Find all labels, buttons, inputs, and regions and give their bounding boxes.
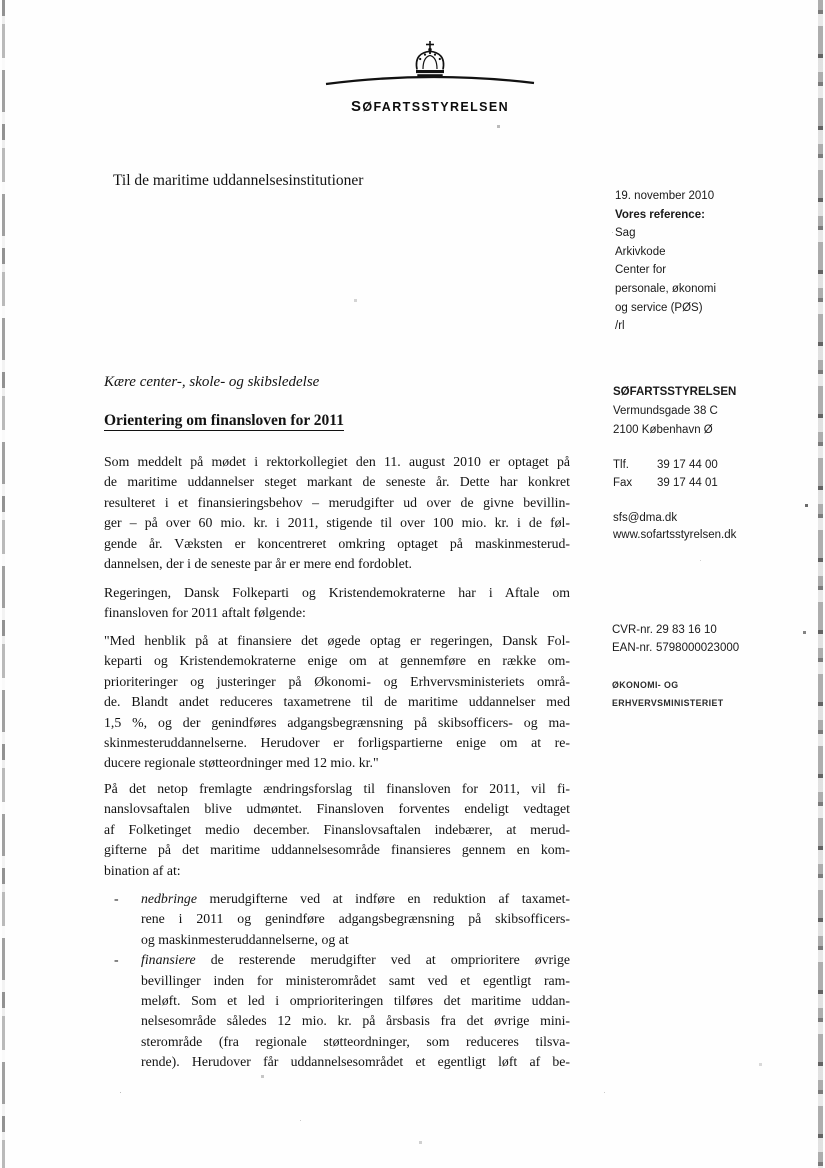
paragraph-agreement-quote: "Med henblik på at finansiere det øgede optag er regeringen, Dansk Fol- keparti og Kristendemokraterne enige om at gennemføre en række om- prioriteringer og justeringer på Økonomi- og Erhvervsministeriets områ- de. Blandt andet reduceres taxametrene til de maritime uddannelser med 1,5 %, og der genindføres adgangsbegrænsning på skibsofficers- og ma- skinmesteruddannelserne. Herudover er forligspartierne enige om at re- ducere regionale støtteordninger med 12 mio. kr." xyxy=(104,633,570,771)
crown-icon xyxy=(318,40,542,90)
subject-heading: Orientering om finansloven for 2011 xyxy=(104,412,344,429)
contact-website: www.sofartsstyrelsen.dk xyxy=(613,529,737,542)
reference-block xyxy=(615,187,805,336)
reference-lines: Sag Arkivkode Center for personale, økonomi og service (PØS) /rl xyxy=(615,227,716,333)
contact-address-block xyxy=(613,383,813,440)
bullet-item-nedbringe xyxy=(104,889,570,950)
ministry-line-1: ØKONOMI- OG xyxy=(612,680,679,690)
bullet-list xyxy=(104,889,570,1073)
bullet-text: finansiere de resterende merudgifter ved at omprioritere øvrige bevillinger inden for ministerområdet samt ved et egentligt ram- meløft. Som et led i omprioriteringen tilføres det maritime uddan- nelsesområde således 12 mio. kr. på årsbasis fra det øvrige mini- sterområde (fra regionale støtteordninger, som reduceres tilsva- rende). Herudover får uddannelsesområdet et egentligt løft af be- xyxy=(141,952,570,1070)
letterhead-logo xyxy=(318,40,542,115)
logo-org-name: SØFARTSSTYRELSEN xyxy=(350,98,510,115)
cvr-label: CVR-nr. xyxy=(612,624,653,636)
contact-email: sfs@dma.dk xyxy=(613,512,678,524)
letter-date: 19. november 2010 xyxy=(615,190,715,202)
bullet-marker: - xyxy=(114,891,119,906)
salutation: Kære center-, skole- og skibsledelse xyxy=(104,374,320,390)
contact-online-block xyxy=(613,510,813,544)
phone-label: Tlf. xyxy=(613,459,629,471)
bullet-item-finansiere xyxy=(104,950,570,1072)
contact-org-name: SØFARTSSTYRELSEN xyxy=(613,386,737,398)
paragraph-intake-growth: Som meddelt på mødet i rektorkollegiet den 11. august 2010 er optaget på de maritime uddannelser steget markant de seneste år. Dette har konkret resulteret i et finansieringsbehov – merudgifter ud over de givne bevillin- ger – på over 60 mio. kr. i 2011, stigende til over 100 mio. kr. i de føl- gende år. Væksten er koncentreret omkring optaget på maskinmesterud- dannelsen, der i de seneste par år er mere end fordoblet. xyxy=(104,454,570,572)
ministry-line-2: ERHVERVSMINISTERIET xyxy=(612,698,724,708)
scan-edge-artifact-left xyxy=(2,0,5,1168)
contact-street: Vermundsgade 38 C xyxy=(613,405,718,417)
scan-edge-artifact-right xyxy=(818,0,823,1168)
bullet-text: nedbringe merudgifterne ved at indføre en reduktion af taxamet- rene i 2011 og genindføre adgangsbegrænsning på skibsofficers- og maskinmesteruddannelserne, og at xyxy=(141,891,570,947)
cvr-number: 29 83 16 10 xyxy=(656,624,717,636)
cvr-row xyxy=(612,621,817,639)
contact-phone-block xyxy=(613,457,813,492)
ministry-block xyxy=(612,676,724,712)
phone-row xyxy=(613,457,813,475)
ean-number: 5798000023000 xyxy=(656,642,740,655)
addressee-line: Til de maritime uddannelsesinstitutioner xyxy=(113,172,364,189)
fax-label: Fax xyxy=(613,476,633,489)
paragraph-finance-act: På det netop fremlagte ændringsforslag til finansloven for 2011, vil fi- nanslovsaftalen blive udmøntet. Finansloven forventes endeligt vedtaget af Folketinget medio december. Finanslovsaftalen indebærer, at merud- gifterne på det maritime uddannelsesområde finansieres gennem en kom- bination af at: xyxy=(104,781,570,878)
paragraph-agreement-intro: Regeringen, Dansk Folkeparti og Kristendemokraterne har i Aftale om finansloven for 2011 aftalt følgende: xyxy=(104,585,570,621)
registry-numbers-block xyxy=(612,621,817,658)
phone-number: 39 17 44 00 xyxy=(657,459,718,471)
scan-noise-specks xyxy=(0,0,1,1)
logo-arc-line xyxy=(326,77,534,84)
ean-row xyxy=(612,639,817,657)
fax-number: 39 17 44 01 xyxy=(657,476,718,489)
ean-label: EAN-nr. xyxy=(612,642,653,655)
contact-city: 2100 København Ø xyxy=(613,424,713,436)
fax-row xyxy=(613,475,813,493)
bullet-marker: - xyxy=(114,952,119,968)
reference-label: Vores reference: xyxy=(615,208,705,221)
